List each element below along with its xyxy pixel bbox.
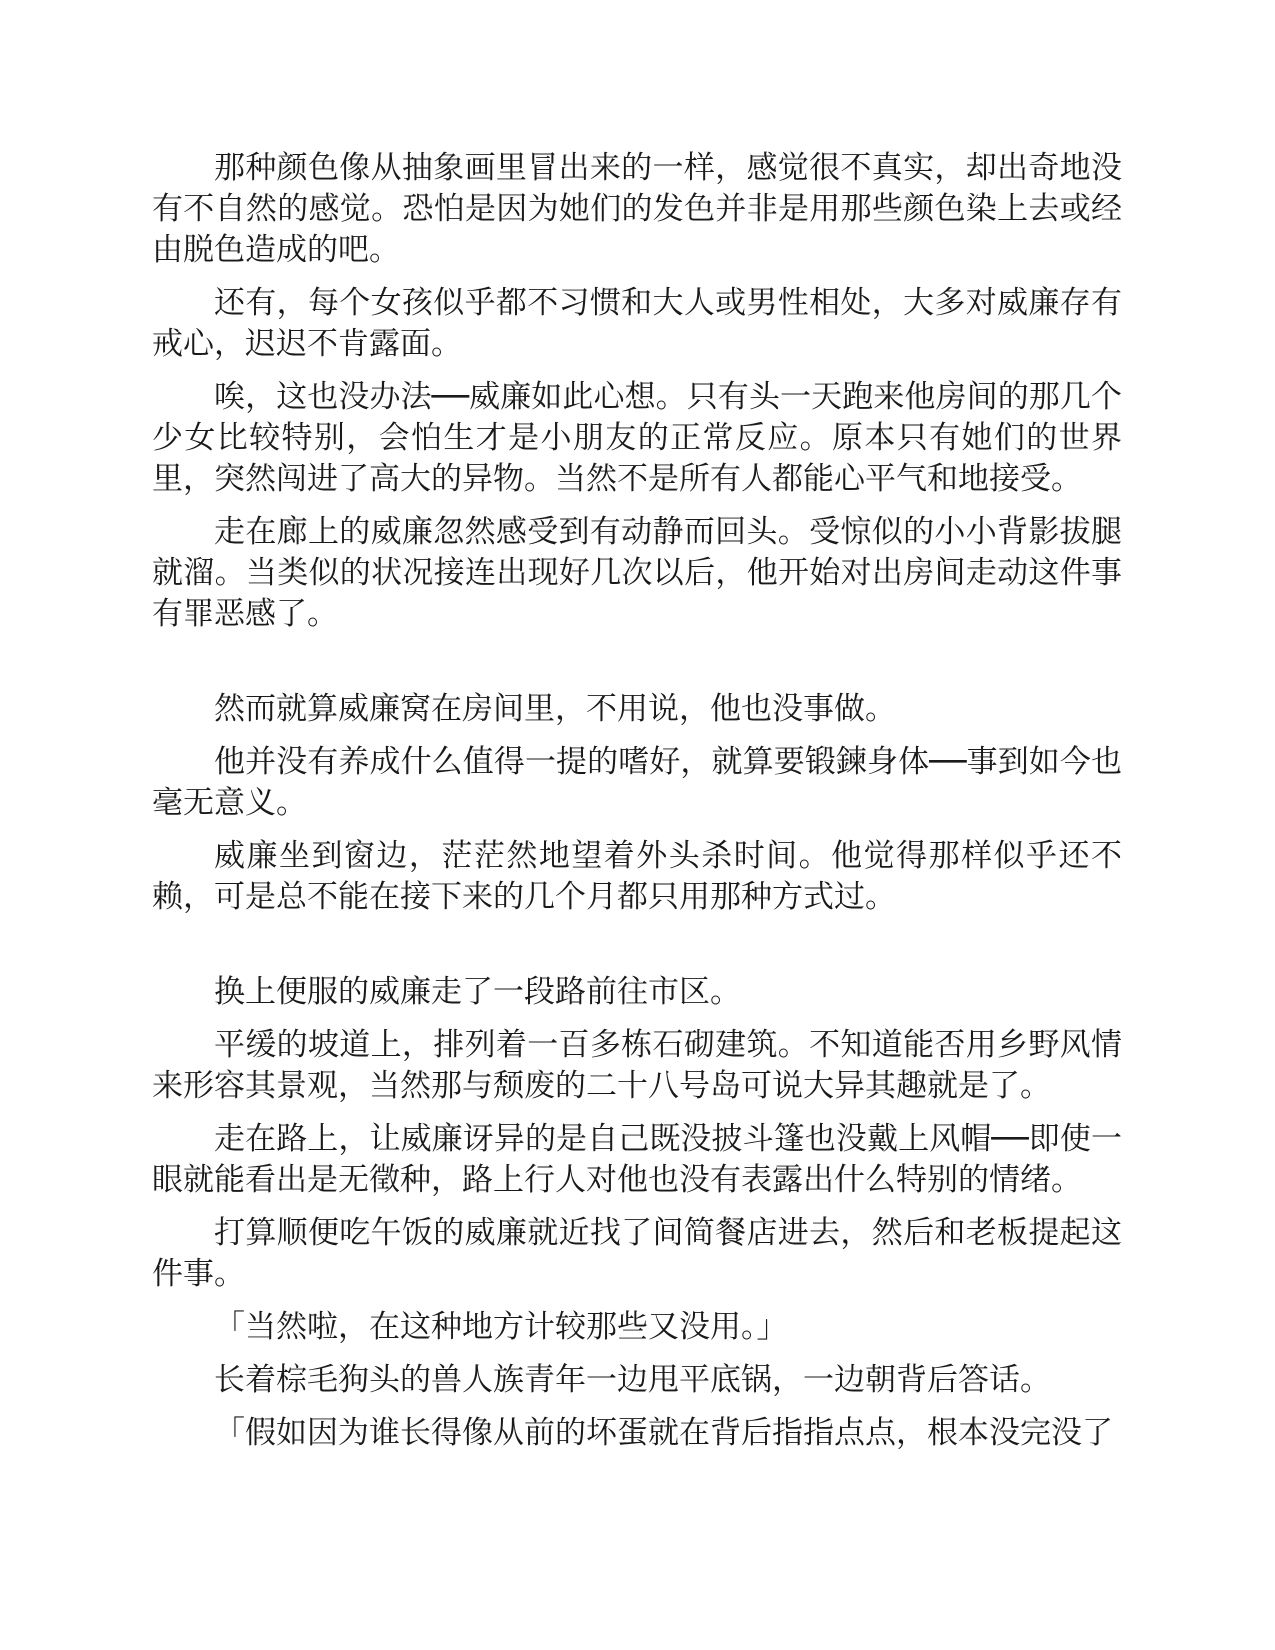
section-break bbox=[152, 930, 1122, 972]
paragraph-6: 他并没有养成什么值得一提的嗜好，就算要锻鍊身体──事到如今也毫无意义。 bbox=[152, 744, 1122, 821]
section-break bbox=[152, 647, 1122, 689]
paragraph-7: 威廉坐到窗边，茫茫然地望着外头杀时间。他觉得那样似乎还不赖，可是总不能在接下来的几个月都只用那种方式过。 bbox=[152, 838, 1122, 915]
paragraph-4: 走在廊上的威廉忽然感受到有动静而回头。受惊似的小小背影拔腿就溜。当类似的状况接连出现好几次以后，他开始对出房间走动这件事有罪恶感了。 bbox=[152, 514, 1122, 632]
paragraph-8: 换上便服的威廉走了一段路前往市区。 bbox=[214, 974, 741, 1010]
paragraph-1: 那种颜色像从抽象画里冒出来的一样，感觉很不真实，却出奇地没有不自然的感觉。恐怕是因为她们的发色并非是用那些颜色染上去或经由脱色造成的吧。 bbox=[152, 150, 1122, 268]
paragraph-9: 平缓的坡道上，排列着一百多栋石砌建筑。不知道能否用乡野风情来形容其景观，当然那与颓废的二十八号岛可说大异其趣就是了。 bbox=[152, 1027, 1122, 1104]
document-page bbox=[152, 148, 1122, 1466]
dialogue-2: 「假如因为谁长得像从前的坏蛋就在背后指指点点，根本没完没了 bbox=[214, 1415, 1113, 1451]
dialogue-1: 「当然啦，在这种地方计较那些又没用。」 bbox=[214, 1309, 788, 1345]
paragraph-10: 走在路上，让威廉讶异的是自己既没披斗篷也没戴上风帽──即使一眼就能看出是无徵种，路上行人对他也没有表露出什么特别的情绪。 bbox=[152, 1121, 1122, 1198]
paragraph-5: 然而就算威廉窝在房间里，不用说，他也没事做。 bbox=[214, 691, 896, 727]
paragraph-11: 打算顺便吃午饭的威廉就近找了间简餐店进去，然后和老板提起这件事。 bbox=[152, 1215, 1122, 1292]
paragraph-12: 长着棕毛狗头的兽人族青年一边甩平底锅，一边朝背后答话。 bbox=[214, 1362, 1051, 1398]
paragraph-3: 唉，这也没办法──威廉如此心想。只有头一天跑来他房间的那几个少女比较特别，会怕生才是小朋友的正常反应。原本只有她们的世界里，突然闯进了高大的异物。当然不是所有人都能心平气和地接受。 bbox=[152, 379, 1122, 497]
paragraph-2: 还有，每个女孩似乎都不习惯和大人或男性相处，大多对威廉存有戒心，迟迟不肯露面。 bbox=[152, 285, 1122, 362]
